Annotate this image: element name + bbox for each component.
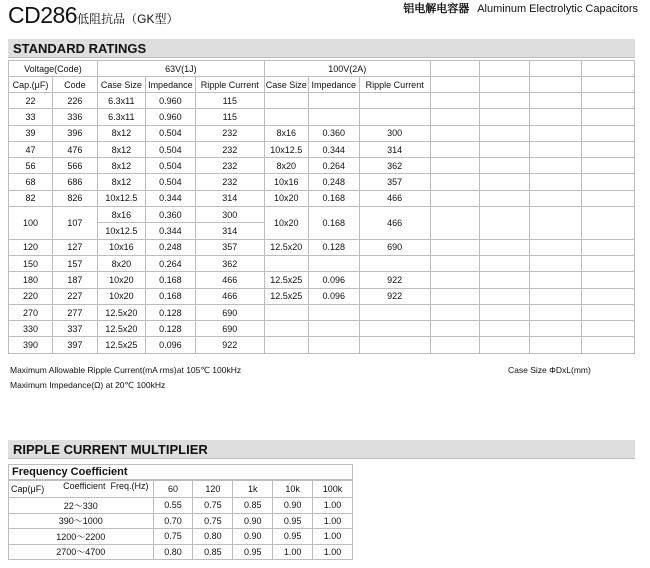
empty-cell	[430, 174, 480, 190]
table-row	[9, 125, 635, 141]
col-header: Case Size	[264, 77, 308, 93]
code-cell: 107	[52, 207, 97, 240]
coefficient-cell: 1.00	[273, 544, 313, 560]
empty-cell	[480, 337, 530, 353]
table-row	[9, 158, 635, 174]
empty-cell	[582, 93, 635, 109]
v100-cell: 10x16	[264, 174, 308, 190]
empty-cell	[582, 125, 635, 141]
empty-cell	[480, 272, 530, 288]
code-cell: 686	[52, 174, 97, 190]
empty-cell	[430, 304, 480, 320]
empty-cell	[530, 158, 582, 174]
cap-cell: 120	[9, 239, 53, 255]
v63-cell: 0.264	[145, 255, 195, 271]
code-cell: 566	[52, 158, 97, 174]
table-row	[9, 498, 353, 514]
code-cell: 157	[52, 255, 97, 271]
v100-cell: 0.096	[308, 288, 359, 304]
empty-cell	[480, 109, 530, 125]
v63-cell: 8x20	[97, 255, 145, 271]
v63-cell: 922	[195, 337, 264, 353]
table-row	[9, 272, 635, 288]
empty-cell	[430, 239, 480, 255]
empty-cell	[582, 272, 635, 288]
v100-cell: 8x16	[264, 125, 308, 141]
v100-cell: 0.168	[308, 190, 359, 206]
cap-cell: 270	[9, 304, 53, 320]
v100-cell	[308, 304, 359, 320]
v100-cell: 0.248	[308, 174, 359, 190]
empty-cell	[582, 158, 635, 174]
voltage-100v-header: 100V(2A)	[264, 61, 430, 77]
v100-cell: 0.264	[308, 158, 359, 174]
cap-header: Cap.(μF)	[9, 77, 53, 93]
code-cell: 277	[52, 304, 97, 320]
empty-cell	[480, 158, 530, 174]
cap-freq-header	[9, 481, 154, 498]
v63-cell: 8x12	[97, 141, 145, 157]
empty-cell	[530, 109, 582, 125]
v63-cell: 362	[195, 255, 264, 271]
empty-cell	[530, 190, 582, 206]
empty-cell	[430, 272, 480, 288]
v100-cell	[359, 337, 430, 353]
col-header: Ripple Current	[359, 77, 430, 93]
cap-cell: 180	[9, 272, 53, 288]
v63-cell: 8x12	[97, 158, 145, 174]
ripple-multiplier-table	[8, 480, 353, 560]
v100-cell: 0.360	[308, 125, 359, 141]
table-row	[9, 190, 635, 206]
v100-cell: 10x12.5	[264, 141, 308, 157]
col-header: Case Size	[97, 77, 145, 93]
empty-cell	[582, 207, 635, 240]
empty-cell	[480, 125, 530, 141]
empty-cell	[530, 288, 582, 304]
freq-header: 100k	[313, 481, 353, 498]
v100-cell: 10x20	[264, 190, 308, 206]
coefficient-cell: 1.00	[313, 529, 353, 545]
freq-header: 120	[193, 481, 233, 498]
code-cell: 337	[52, 321, 97, 337]
v100-cell	[264, 255, 308, 271]
cap-cell: 33	[9, 109, 53, 125]
table-row	[9, 513, 353, 529]
cap-cell: 390	[9, 337, 53, 353]
cap-cell: 39	[9, 125, 53, 141]
v100-cell	[359, 93, 430, 109]
empty-cell	[430, 109, 480, 125]
empty-cell	[582, 109, 635, 125]
empty-cell	[430, 141, 480, 157]
v63-cell: 8x12	[97, 174, 145, 190]
v100-cell: 0.096	[308, 272, 359, 288]
empty-cell	[430, 337, 480, 353]
v63-cell: 314	[195, 190, 264, 206]
standard-ratings-table	[8, 60, 635, 354]
cap-cell: 22	[9, 93, 53, 109]
cap-cell: 150	[9, 255, 53, 271]
empty-cell	[582, 288, 635, 304]
v100-cell: 10x20	[264, 207, 308, 240]
v63-cell: 357	[195, 239, 264, 255]
v63-cell: 0.168	[145, 272, 195, 288]
v63-cell: 0.504	[145, 174, 195, 190]
v63-cell: 0.960	[145, 109, 195, 125]
v100-cell: 690	[359, 239, 430, 255]
freq-label: Coefficient Freq.(Hz)	[63, 481, 149, 491]
empty-cell	[582, 141, 635, 157]
voltage-code-header: Voltage(Code)	[9, 61, 98, 77]
v63-cell: 232	[195, 158, 264, 174]
code-cell: 826	[52, 190, 97, 206]
col-header: Ripple Current	[195, 77, 264, 93]
cap-range-cell: 22～330	[9, 498, 154, 514]
coefficient-cell: 0.90	[273, 498, 313, 514]
coefficient-cell: 0.90	[233, 513, 273, 529]
v63-cell: 0.248	[145, 239, 195, 255]
cap-cell: 100	[9, 207, 53, 240]
v100-cell	[264, 93, 308, 109]
code-cell: 397	[52, 337, 97, 353]
v100-cell: 12.5x25	[264, 288, 308, 304]
cap-cell: 56	[9, 158, 53, 174]
empty-cell	[582, 255, 635, 271]
coefficient-cell: 0.95	[273, 529, 313, 545]
code-cell: 226	[52, 93, 97, 109]
v100-cell	[359, 255, 430, 271]
frequency-coefficient-title: Frequency Coefficient	[8, 464, 353, 480]
table-row	[9, 109, 635, 125]
empty-cell	[530, 174, 582, 190]
v63-cell: 314	[195, 223, 264, 239]
v100-cell: 466	[359, 190, 430, 206]
cap-cell: 82	[9, 190, 53, 206]
code-cell: 396	[52, 125, 97, 141]
empty-cell	[430, 321, 480, 337]
coefficient-cell: 0.75	[153, 529, 193, 545]
empty-cell	[480, 239, 530, 255]
coefficient-cell: 1.00	[313, 544, 353, 560]
ripple-note: Maximum Allowable Ripple Current(mA rms)at 105℃ 100kHz	[10, 365, 242, 375]
freq-header: 1k	[233, 481, 273, 498]
category-en: Aluminum Electrolytic Capacitors	[477, 3, 638, 15]
v63-cell: 10x12.5	[97, 190, 145, 206]
empty-cell	[582, 174, 635, 190]
v63-cell: 0.168	[145, 288, 195, 304]
empty-cell	[480, 321, 530, 337]
v100-cell	[308, 321, 359, 337]
empty-cell	[530, 125, 582, 141]
empty-cell	[480, 304, 530, 320]
v63-cell: 10x12.5	[97, 223, 145, 239]
table-row	[9, 288, 635, 304]
coefficient-cell: 0.85	[233, 498, 273, 514]
coefficient-cell: 0.75	[193, 513, 233, 529]
v63-cell: 690	[195, 321, 264, 337]
empty-cell	[582, 190, 635, 206]
v100-cell	[264, 337, 308, 353]
category-cn: 铝电解电容器	[403, 3, 470, 15]
v63-cell: 300	[195, 207, 264, 223]
cap-cell: 68	[9, 174, 53, 190]
v100-cell	[308, 337, 359, 353]
v100-cell	[359, 304, 430, 320]
table-row	[9, 207, 635, 223]
empty-cell	[530, 304, 582, 320]
v100-cell: 922	[359, 288, 430, 304]
empty-cell	[430, 207, 480, 240]
empty-cell	[480, 288, 530, 304]
v63-cell: 466	[195, 288, 264, 304]
col-header: Impedance	[308, 77, 359, 93]
v63-cell: 466	[195, 272, 264, 288]
standard-ratings-heading: STANDARD RATINGS	[8, 39, 635, 58]
v63-cell: 0.960	[145, 93, 195, 109]
cap-cell: 220	[9, 288, 53, 304]
code-cell: 127	[52, 239, 97, 255]
empty-cell	[480, 141, 530, 157]
cap-range-cell: 2700～4700	[9, 544, 154, 560]
v63-cell: 12.5x25	[97, 337, 145, 353]
v100-cell: 0.168	[308, 207, 359, 240]
v63-cell: 12.5x20	[97, 304, 145, 320]
empty-cell	[582, 304, 635, 320]
voltage-63v-header: 63V(1J)	[97, 61, 264, 77]
empty-cell	[530, 337, 582, 353]
v63-cell: 0.504	[145, 141, 195, 157]
empty-cell	[430, 288, 480, 304]
coefficient-cell: 0.80	[153, 544, 193, 560]
empty-cell	[530, 93, 582, 109]
coefficient-cell: 0.80	[193, 529, 233, 545]
coefficient-cell: 1.00	[313, 513, 353, 529]
empty-cell	[480, 190, 530, 206]
empty-cell	[530, 207, 582, 240]
v63-cell: 0.128	[145, 304, 195, 320]
v100-cell	[308, 255, 359, 271]
table-row	[9, 239, 635, 255]
coefficient-cell: 0.70	[153, 513, 193, 529]
cap-label: Cap(μF)	[11, 484, 45, 494]
model-number: CD286	[8, 2, 78, 28]
v63-cell: 0.360	[145, 207, 195, 223]
v63-cell: 232	[195, 174, 264, 190]
v100-cell: 314	[359, 141, 430, 157]
v100-cell: 12.5x25	[264, 272, 308, 288]
table-row	[9, 93, 635, 109]
cap-cell: 47	[9, 141, 53, 157]
coefficient-cell: 0.95	[273, 513, 313, 529]
coefficient-cell: 0.85	[193, 544, 233, 560]
empty-cell	[530, 321, 582, 337]
table-row	[9, 529, 353, 545]
v100-cell: 0.128	[308, 239, 359, 255]
empty-cell	[430, 125, 480, 141]
model-title	[8, 2, 178, 29]
v63-cell: 10x20	[97, 272, 145, 288]
code-cell: 187	[52, 272, 97, 288]
v100-cell: 466	[359, 207, 430, 240]
v63-cell: 690	[195, 304, 264, 320]
col-header: Impedance	[145, 77, 195, 93]
v63-cell: 12.5x20	[97, 321, 145, 337]
v63-cell: 8x12	[97, 125, 145, 141]
v100-cell	[359, 109, 430, 125]
empty-cell	[530, 255, 582, 271]
empty-cell	[480, 255, 530, 271]
v100-cell: 362	[359, 158, 430, 174]
empty-cell	[530, 272, 582, 288]
v63-cell: 0.096	[145, 337, 195, 353]
model-subtitle: 低阻抗品（GK型）	[77, 12, 179, 26]
coefficient-cell: 0.90	[233, 529, 273, 545]
v63-cell: 6.3x11	[97, 93, 145, 109]
case-size-note: Case Size ΦDxL(mm)	[508, 365, 591, 375]
v63-cell: 232	[195, 125, 264, 141]
empty-cell	[430, 190, 480, 206]
v63-cell: 10x16	[97, 239, 145, 255]
code-cell: 227	[52, 288, 97, 304]
coefficient-cell: 0.75	[193, 498, 233, 514]
v63-cell: 0.128	[145, 321, 195, 337]
v63-cell: 115	[195, 109, 264, 125]
empty-cell	[430, 255, 480, 271]
coefficient-cell: 0.95	[233, 544, 273, 560]
v100-cell	[359, 321, 430, 337]
empty-cell	[582, 337, 635, 353]
table-row	[9, 544, 353, 560]
code-header: Code	[52, 77, 97, 93]
v63-cell: 10x20	[97, 288, 145, 304]
v63-cell: 0.344	[145, 190, 195, 206]
empty-cell	[530, 239, 582, 255]
empty-cell	[582, 239, 635, 255]
empty-cell	[530, 141, 582, 157]
v63-cell: 8x16	[97, 207, 145, 223]
v63-cell: 0.344	[145, 223, 195, 239]
v63-cell: 232	[195, 141, 264, 157]
table-row	[9, 174, 635, 190]
empty-cell	[480, 93, 530, 109]
v100-cell: 0.344	[308, 141, 359, 157]
coefficient-cell: 1.00	[313, 498, 353, 514]
ripple-multiplier-heading: RIPPLE CURRENT MULTIPLIER	[8, 440, 635, 459]
table-row	[9, 255, 635, 271]
v100-cell: 8x20	[264, 158, 308, 174]
empty-cell	[582, 321, 635, 337]
v63-cell: 115	[195, 93, 264, 109]
table-row	[9, 304, 635, 320]
empty-cell	[480, 174, 530, 190]
v63-cell: 6.3x11	[97, 109, 145, 125]
v100-cell	[264, 321, 308, 337]
v100-cell	[264, 304, 308, 320]
v100-cell	[308, 93, 359, 109]
empty-cell	[430, 158, 480, 174]
freq-header: 60	[153, 481, 193, 498]
v100-cell	[264, 109, 308, 125]
v100-cell: 12.5x20	[264, 239, 308, 255]
table-row	[9, 321, 635, 337]
table-row	[9, 337, 635, 353]
coefficient-cell: 0.55	[153, 498, 193, 514]
v63-cell: 0.504	[145, 125, 195, 141]
v63-cell: 0.504	[145, 158, 195, 174]
category-heading	[403, 0, 638, 16]
freq-header: 10k	[273, 481, 313, 498]
v100-cell: 922	[359, 272, 430, 288]
empty-cell	[480, 207, 530, 240]
cap-cell: 330	[9, 321, 53, 337]
empty-cell	[430, 93, 480, 109]
code-cell: 476	[52, 141, 97, 157]
v100-cell: 357	[359, 174, 430, 190]
v100-cell: 300	[359, 125, 430, 141]
code-cell: 336	[52, 109, 97, 125]
cap-range-cell: 1200～2200	[9, 529, 154, 545]
v100-cell	[308, 109, 359, 125]
table-row	[9, 141, 635, 157]
impedance-note: Maximum Impedance(Ω) at 20℃ 100kHz	[10, 380, 166, 390]
cap-range-cell: 390～1000	[9, 513, 154, 529]
